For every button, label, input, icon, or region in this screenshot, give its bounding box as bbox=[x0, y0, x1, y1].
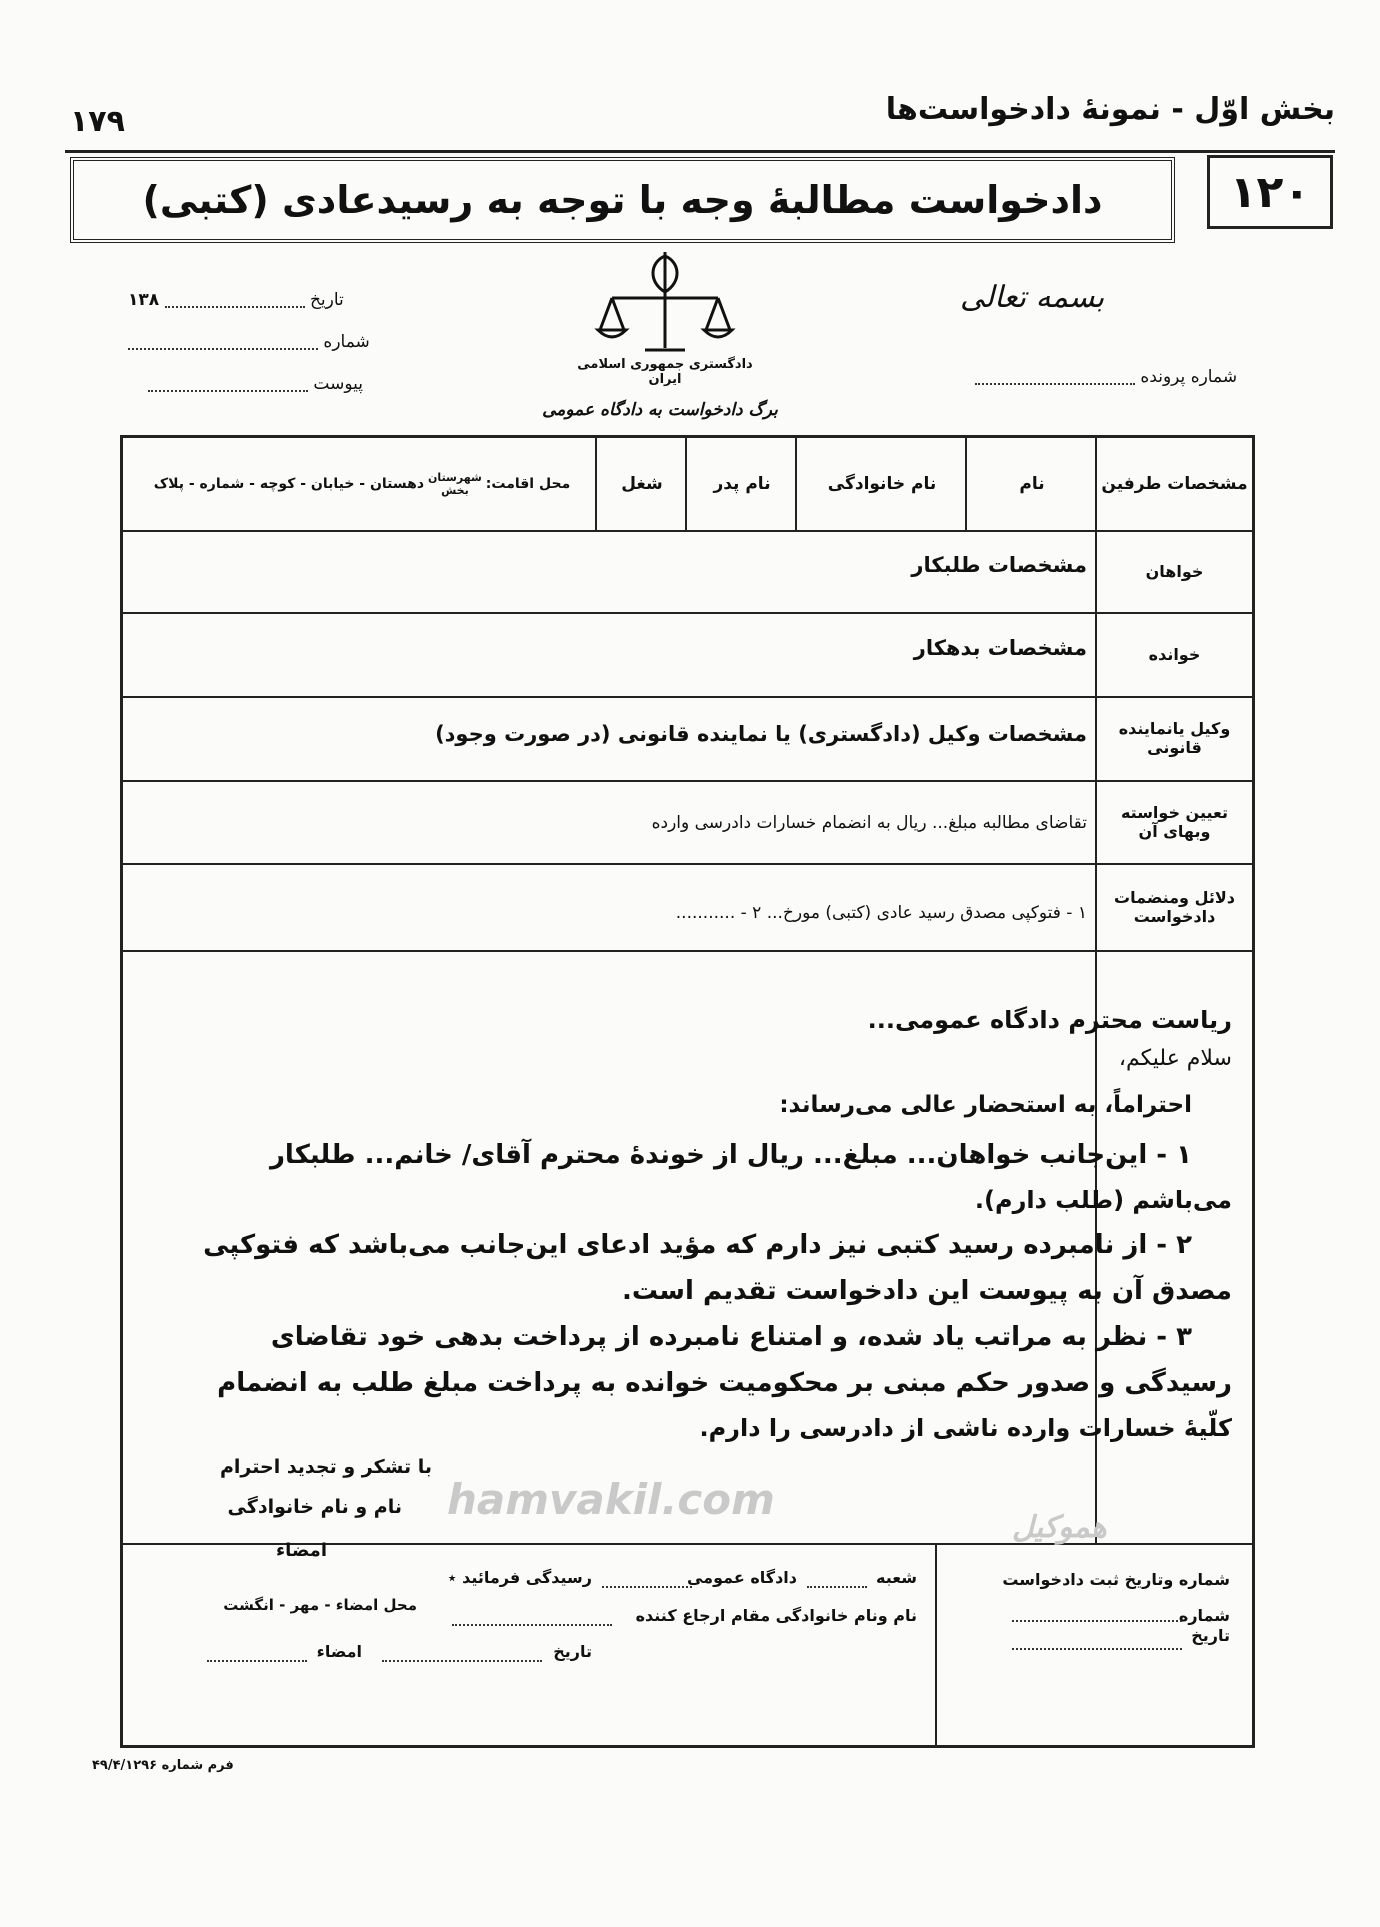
case-number-label: شماره پرونده bbox=[1140, 367, 1238, 387]
letter-p2-line1: ۲ - از نامبرده رسید کتبی نیز دارم که مؤید ادعای این‌جانب می‌باشد که فتوکپی bbox=[203, 1230, 1192, 1260]
residence-sub-bottom: بخش bbox=[441, 484, 469, 497]
name-label: نام و نام خانوادگی bbox=[227, 1496, 402, 1518]
form-code: فرم شماره ۴۹/۴/۱۲۹۶ bbox=[92, 1758, 234, 1773]
letter-p1-line2: می‌باشم (طلب دارم). bbox=[974, 1186, 1232, 1214]
letter-address: ریاست محترم دادگاه عمومی... bbox=[867, 1006, 1232, 1034]
seal-label: محل امضاء - مهر - انگشت bbox=[223, 1596, 417, 1614]
closing: با تشکر و تجدید احترام bbox=[219, 1456, 432, 1478]
evidence-label-1: دلائل ومنضمات bbox=[1114, 887, 1235, 907]
claim-label bbox=[1097, 780, 1252, 863]
date-dots bbox=[165, 292, 305, 308]
attachment-line bbox=[148, 374, 363, 394]
date-value: ۱۳۸ bbox=[128, 290, 160, 310]
letter-p3-line1: ۳ - نظر به مراتب یاد شده، و امتناع نامبرده از پرداخت بدهی خود تقاضای bbox=[270, 1322, 1192, 1352]
section-header: بخش اوّل - نمونهٔ دادخواست‌ها bbox=[885, 92, 1335, 127]
letter-p3-line3: کلّیهٔ خسارات وارده ناشی از دادرسی را دارم. bbox=[699, 1414, 1232, 1442]
letter-p1-line1: ۱ - این‌جانب خواهان... مبلغ... ریال از خوندهٔ محترم آقای/ خانم... طلبکار bbox=[269, 1140, 1192, 1170]
lawyer-value: مشخصات وکیل (دادگستری) یا نماینده قانونی (در صورت وجود) bbox=[435, 722, 1087, 746]
registration-label: شماره وتاریخ ثبت دادخواست bbox=[1002, 1570, 1230, 1589]
case-number-dots bbox=[975, 369, 1135, 385]
watermark-brand: هموکیل bbox=[1012, 1510, 1107, 1545]
claim-label-1: تعیین خواسته bbox=[1120, 802, 1229, 822]
footer-number-label: شماره bbox=[1178, 1606, 1230, 1625]
letter-p2-line2: مصدق آن به پیوست این دادخواست تقدیم است. bbox=[622, 1276, 1232, 1306]
review-text: رسیدگی فرمائید ٭ bbox=[447, 1568, 592, 1587]
col-occupation: شغل bbox=[621, 474, 663, 494]
defendant-value: مشخصات بدهکار bbox=[913, 636, 1087, 660]
header-divider bbox=[65, 150, 1335, 153]
date-label: تاریخ bbox=[309, 290, 344, 310]
plaintiff-value: مشخصات طلبکار bbox=[911, 553, 1087, 577]
lawyer-label-1: وکیل یانماینده bbox=[1118, 719, 1231, 738]
letter-p3-line2: رسیدگی و صدور حکم مبنی بر محکومیت خوانده به پرداخت مبلغ طلب به انضمام bbox=[217, 1368, 1232, 1398]
attachment-label: پیوست bbox=[313, 374, 363, 394]
page-number: ۱۷۹ bbox=[70, 104, 125, 139]
court-label: دادگاه عمومی bbox=[686, 1568, 797, 1587]
judiciary-emblem-icon bbox=[590, 248, 740, 368]
form-caption: برگ دادخواست به دادگاه عمومی bbox=[542, 400, 778, 420]
claim-label-2: وبهای آن bbox=[1138, 821, 1211, 841]
number-dots bbox=[128, 334, 318, 350]
claim-value: تقاضای مطالبه مبلغ... ریال به انضمام خسارات دادرسی وارده bbox=[651, 813, 1087, 833]
col-father-name: نام پدر bbox=[713, 474, 771, 494]
residence-rest: دهستان - خیابان - کوچه - شماره - پلاک bbox=[153, 476, 425, 492]
plaintiff-label: خواهان bbox=[1145, 561, 1204, 581]
evidence-value: ۱ - فتوکپی مصدق رسید عادی (کتبی) مورخ... ۲ - ........... bbox=[675, 903, 1087, 923]
residence-sub bbox=[428, 471, 482, 497]
case-number-line bbox=[975, 367, 1237, 387]
date-line bbox=[128, 290, 344, 310]
number-label: شماره bbox=[323, 332, 370, 352]
footer-date-label: تاریخ bbox=[1191, 1626, 1230, 1645]
lawyer-label-2: قانونی bbox=[1147, 738, 1202, 757]
residence-label: محل اقامت: bbox=[485, 476, 571, 492]
defendant-label: خوانده bbox=[1148, 644, 1201, 664]
footer-date2-label: تاریخ bbox=[553, 1642, 592, 1661]
residence-sub-top: شهرستان bbox=[428, 471, 482, 484]
letter-greeting: سلام علیکم، bbox=[1118, 1046, 1232, 1071]
page-title: دادخواست مطالبهٔ وجه با توجه به رسیدعادی (کتبی) bbox=[70, 157, 1175, 243]
col-parties: مشخصات طرفین bbox=[1101, 474, 1248, 494]
referrer-label: نام ونام خانوادگی مقام ارجاع کننده bbox=[635, 1606, 917, 1625]
attachment-dots bbox=[148, 376, 308, 392]
form-number: ۱۲۰ bbox=[1207, 155, 1333, 229]
col-family-name: نام خانوادگی bbox=[827, 474, 937, 494]
footer-signature-label: امضاء bbox=[316, 1642, 362, 1661]
evidence-label bbox=[1097, 863, 1252, 950]
evidence-label-2: دادخواست bbox=[1133, 906, 1216, 926]
petition-form bbox=[120, 435, 1255, 1748]
signature-label: امضاء bbox=[275, 1540, 327, 1561]
watermark-site: hamvakil.com bbox=[447, 1475, 775, 1524]
col-name: نام bbox=[1019, 474, 1045, 494]
lawyer-label bbox=[1097, 696, 1252, 780]
col-residence bbox=[127, 438, 597, 530]
letter-intro: احتراماً، به استحضار عالی می‌رساند: bbox=[779, 1092, 1192, 1118]
basmala: بسمه تعالی bbox=[960, 280, 1105, 315]
branch-label: شعبه bbox=[876, 1568, 917, 1587]
emblem-caption: دادگستری جمهوری اسلامی ایران bbox=[577, 357, 753, 387]
number-line bbox=[128, 332, 370, 352]
